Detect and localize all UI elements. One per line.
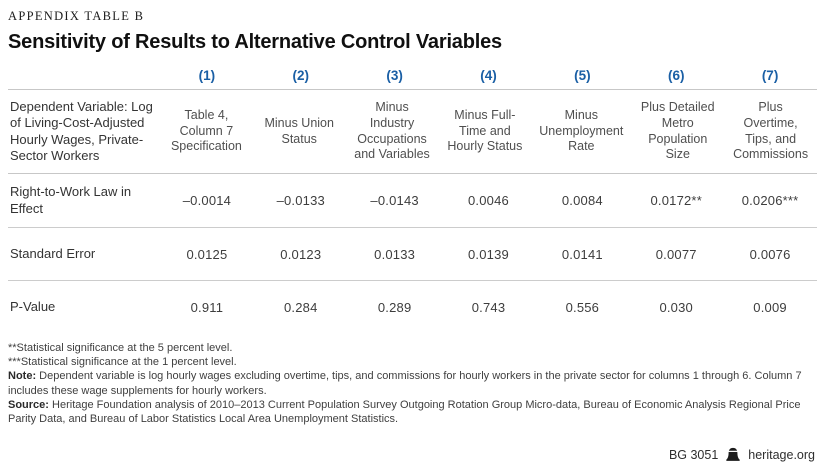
value-cell: 0.030 — [659, 299, 693, 315]
value-cell: 0.0141 — [561, 246, 603, 262]
table-eyebrow: APPENDIX TABLE B — [8, 9, 145, 23]
column-header-2: Minus Union Status — [264, 115, 334, 146]
table-row-p-value — [8, 280, 817, 333]
value-cell: 0.0133 — [374, 246, 416, 262]
significance-note-1pct: ***Statistical significance at the 1 percent level. — [8, 356, 237, 369]
table-title: Sensitivity of Results to Alternative Control Variables — [8, 31, 502, 53]
note-label: Note: — [8, 370, 37, 383]
column-number-6: (6) — [667, 68, 685, 83]
table-header-row — [8, 89, 817, 174]
row-label: Standard Error — [10, 245, 96, 261]
heritage-bell-icon — [725, 447, 741, 462]
row-label: Right-to-Work Law in Effect — [10, 184, 132, 216]
value-cell: 0.0206*** — [741, 193, 799, 208]
significance-note-5pct: **Statistical significance at the 5 percent level. — [8, 342, 233, 354]
column-number-1: (1) — [198, 68, 216, 83]
value-cell: 0.009 — [753, 299, 787, 315]
row-label: P-Value — [10, 298, 56, 314]
note-line — [8, 369, 817, 397]
column-header-1: Table 4, Column 7 Specification — [170, 108, 242, 154]
note-text: Dependent variable is log hourly wages excluding overtime, tips, and commissions for hourly workers in the private sector for columns 1 through 6. Column 7 includes these wage supplements for hourly workers. — [8, 370, 802, 397]
page-footer — [669, 447, 815, 462]
column-header-4: Minus Full-Time and Hourly Status — [447, 108, 523, 154]
column-header-3: Minus Industry Occupations and Variables — [354, 100, 430, 162]
source-line — [8, 398, 817, 426]
footnotes — [8, 341, 817, 426]
value-cell: 0.911 — [190, 299, 224, 315]
value-cell: 0.0139 — [468, 246, 509, 262]
source-label: Source: — [8, 398, 49, 411]
value-cell: –0.0143 — [370, 193, 419, 208]
value-cell: 0.743 — [471, 299, 506, 315]
column-numbers-row — [8, 58, 817, 89]
value-cell: 0.0125 — [186, 246, 228, 262]
value-cell: 0.0123 — [280, 246, 322, 262]
source-text: Heritage Foundation analysis of 2010–2013 Current Population Survey Outgoing Rotation Group Micro-data, Bureau of Economic Analysis Regional Price Parity Data, and Bureau of Labor Statistics Local Area Unemployment Statistics. — [8, 398, 801, 425]
value-cell: 0.289 — [377, 299, 412, 315]
data-table — [8, 58, 817, 333]
column-header-7: Plus Overtime, Tips, and Commissions — [733, 100, 809, 162]
value-cell: 0.0046 — [468, 193, 509, 208]
column-header-6: Plus Detailed Metro Population Size — [640, 100, 715, 162]
document-id: BG 3051 — [668, 447, 719, 462]
column-number-4: (4) — [480, 68, 497, 83]
value-cell: –0.0133 — [276, 193, 325, 208]
column-number-7: (7) — [761, 68, 779, 83]
value-cell: 0.0077 — [655, 246, 697, 262]
table-row-standard-error — [8, 227, 817, 280]
value-cell: 0.0076 — [749, 246, 791, 262]
value-cell: 0.284 — [284, 299, 318, 315]
value-cell: 0.0172** — [650, 193, 702, 208]
column-number-3: (3) — [386, 68, 403, 83]
value-cell: –0.0014 — [182, 193, 232, 208]
column-header-5: Minus Unemployment Rate — [539, 108, 624, 154]
value-cell: 0.0084 — [561, 193, 603, 208]
table-row-right-to-work — [8, 174, 817, 227]
site-name: heritage.org — [748, 447, 815, 462]
value-cell: 0.556 — [565, 299, 600, 315]
dependent-variable-label: Dependent Variable: Log of Living-Cost-Adjusted Hourly Wages, Private-Sector Workers — [10, 99, 153, 163]
column-number-2: (2) — [292, 68, 310, 83]
column-number-5: (5) — [574, 68, 591, 83]
